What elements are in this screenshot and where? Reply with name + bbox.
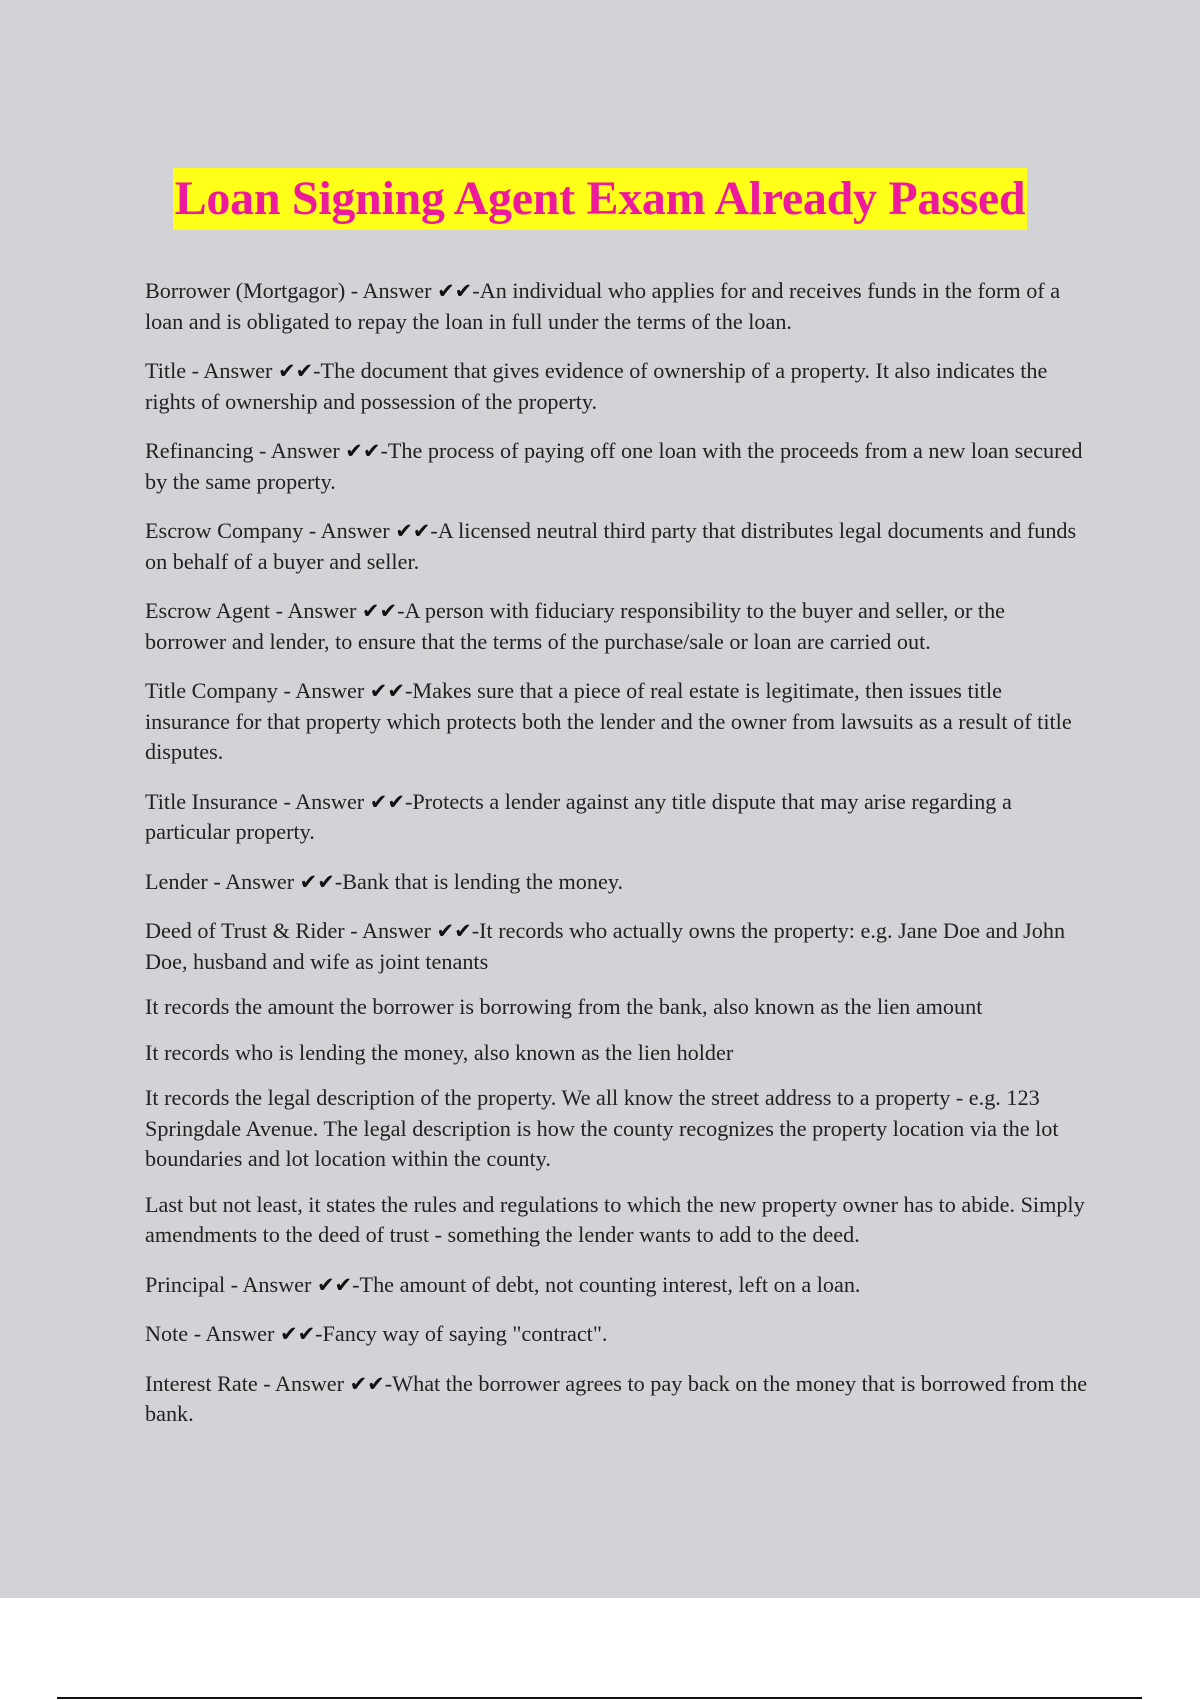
footer-divider xyxy=(57,1697,1142,1699)
entry-answer: -A licensed neutral third party that distributes legal documents and funds on behalf of a buyer and seller. xyxy=(145,518,1077,574)
double-check-icon: ✔✔ xyxy=(277,359,314,383)
document-title: Loan Signing Agent Exam Already Passed xyxy=(173,168,1028,230)
qa-entry xyxy=(145,436,1090,497)
entry-answer: -What the borrower agrees to pay back on the money that is borrowed from the bank. xyxy=(145,1370,1088,1426)
entry-term: Lender xyxy=(145,868,208,894)
double-check-icon: ✔✔ xyxy=(349,1371,385,1396)
qa-entry xyxy=(145,516,1090,577)
entry-separator: - Answer xyxy=(270,598,362,623)
entry-term: Borrower (Mortgagor) xyxy=(145,278,346,303)
document-body xyxy=(145,276,1090,1449)
entry-answer: -Fancy way of saying "contract". xyxy=(315,1321,608,1346)
double-check-icon: ✔✔ xyxy=(345,439,381,463)
entry-separator: - Answer xyxy=(345,278,438,303)
double-check-icon: ✔✔ xyxy=(279,1322,316,1346)
entry-answer: -Makes sure that a piece of real estate is legitimate, then issues title insurance for that property which protects both the lender and the owner from lawsuits as a result of title disputes. xyxy=(145,678,1072,764)
entry-separator: - Answer xyxy=(344,918,437,943)
qa-entry xyxy=(145,916,1090,977)
entry-term: Title xyxy=(145,358,187,383)
entry-term: Escrow Agent xyxy=(145,598,271,623)
entry-separator: - Answer xyxy=(207,868,300,894)
entry-term: Note xyxy=(145,1321,189,1346)
qa-entry xyxy=(145,676,1090,768)
entry-answer: -The amount of debt, not counting interest, left on a loan. xyxy=(352,1271,861,1297)
double-check-icon: ✔✔ xyxy=(361,599,398,623)
entry-answer: -The document that gives evidence of ownership of a property. It also indicates the rights of ownership and possession of the property. xyxy=(145,358,1048,414)
qa-entry xyxy=(145,787,1090,848)
entry-separator: - Answer xyxy=(186,358,278,383)
entry-separator: - Answer xyxy=(188,1321,280,1346)
entry-term: Title Company xyxy=(145,678,278,703)
entry-answer: -An individual who applies for and receives funds in the form of a loan and is obligated to repay the loan in full under the terms of the loan. xyxy=(145,278,1061,334)
deed-detail-paragraph: It records the amount the borrower is borrowing from the bank, also known as the lien amount xyxy=(145,994,983,1019)
entry-term: Interest Rate xyxy=(145,1370,258,1396)
entry-separator: - Answer xyxy=(277,788,370,814)
entry-answer: -The process of paying off one loan with the proceeds from a new loan secured by the same property. xyxy=(145,438,1083,494)
entry-separator: - Answer xyxy=(277,678,370,703)
double-check-icon: ✔✔ xyxy=(437,279,473,303)
entry-separator: - Answer xyxy=(253,438,346,463)
qa-entry xyxy=(145,1369,1090,1430)
entry-separator: - Answer xyxy=(303,518,396,543)
entry-separator: - Answer xyxy=(257,1370,350,1396)
double-check-icon: ✔✔ xyxy=(395,519,431,543)
qa-entry xyxy=(145,596,1090,657)
entry-answer: -A person with fiduciary responsibility to the buyer and seller, or the borrower and lender, to ensure that the terms of the purchase/sale or loan are carried out. xyxy=(145,598,1006,654)
entry-term: Deed of Trust & Rider xyxy=(145,918,345,943)
qa-entry xyxy=(145,356,1090,417)
double-check-icon: ✔✔ xyxy=(369,679,405,703)
entry-separator: - Answer xyxy=(225,1271,317,1297)
deed-detail-paragraph: It records the legal description of the property. We all know the street address to a property - e.g. 123 Springdale Avenue. The legal description is how the county recognizes the property location via the lot boundaries and lot location within the county. xyxy=(145,1085,1059,1171)
qa-entry xyxy=(145,276,1090,337)
entry-term: Escrow Company xyxy=(145,518,304,543)
double-check-icon: ✔✔ xyxy=(316,1272,353,1297)
double-check-icon: ✔✔ xyxy=(436,919,472,943)
entry-answer: -Protects a lender against any title dispute that may arise regarding a particular property. xyxy=(145,788,1012,844)
page-footer-area xyxy=(0,1598,1200,1700)
entry-answer: -It records who actually owns the property: e.g. Jane Doe and John Doe, husband and wife as joint tenants xyxy=(145,918,1066,974)
deed-detail-paragraph: It records who is lending the money, also known as the lien holder xyxy=(145,1039,734,1065)
entry-term: Refinancing xyxy=(145,438,254,463)
title-container xyxy=(0,168,1200,230)
entry-term: Title Insurance xyxy=(145,788,278,814)
double-check-icon: ✔✔ xyxy=(299,869,335,894)
qa-entry xyxy=(145,867,1090,898)
qa-entry xyxy=(145,1319,1090,1350)
deed-detail-paragraph: Last but not least, it states the rules and regulations to which the new property owner has to abide. Simply amendments to the deed of trust - something the lender wants to add to the deed. xyxy=(145,1191,1085,1247)
entry-term: Principal xyxy=(145,1271,226,1297)
double-check-icon: ✔✔ xyxy=(369,789,405,814)
qa-entry xyxy=(145,1270,1090,1301)
entry-answer: -Bank that is lending the money. xyxy=(334,868,624,894)
